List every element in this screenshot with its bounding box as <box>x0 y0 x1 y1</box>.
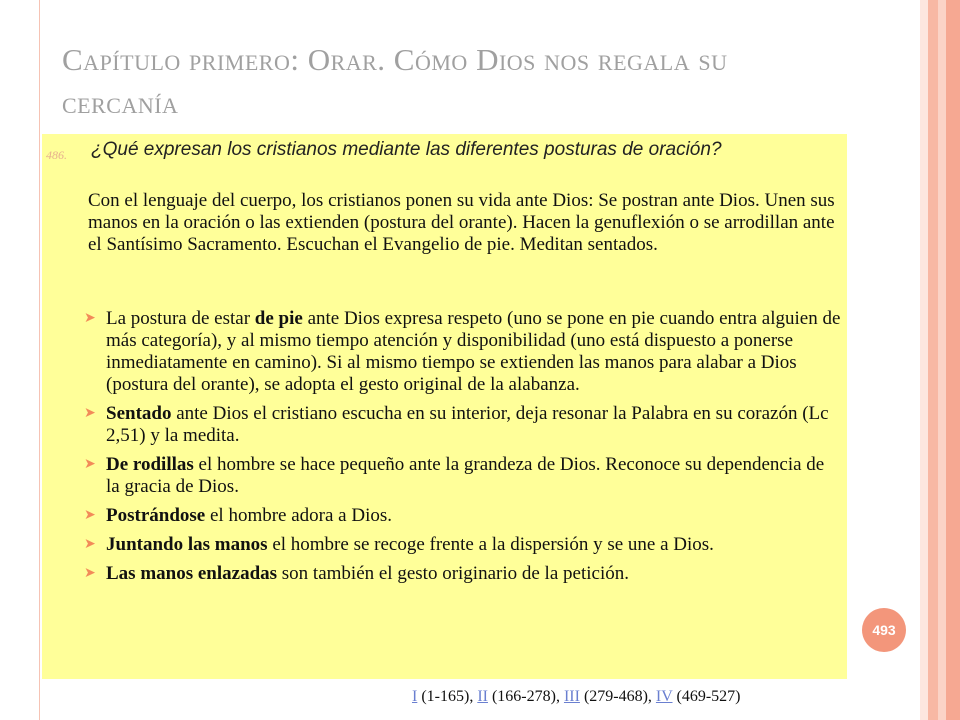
page-number-badge: 493 <box>862 608 906 652</box>
stripe <box>946 0 960 720</box>
vertical-rule <box>39 0 40 720</box>
list-item <box>84 454 842 498</box>
link-range: (1-165) <box>417 688 470 705</box>
bullet-term: Las manos enlazadas <box>106 563 278 584</box>
list-item <box>84 308 842 396</box>
bullet-text: ante Dios el cristiano escucha en su interior, deja resonar la Palabra en su corazón (Lc 2,51) y la medita. <box>106 403 829 446</box>
bullet-text: el hombre adora a Dios. <box>205 505 393 526</box>
arrow-bullet-icon: ➤ <box>84 311 96 326</box>
intro-paragraph: Con el lenguaje del cuerpo, los cristianos ponen su vida ante Dios: Se postran ante Dios. Unen sus manos en la oración o las extienden (postura del orante). Hacen la genuflexión o se arrodillan ante el Santísimo Sacramento. Escuchan el Evangelio de pie. Meditan sentados. <box>88 190 835 255</box>
link-range: (279-468) <box>579 688 648 705</box>
arrow-bullet-icon: ➤ <box>84 537 96 552</box>
list-item <box>84 505 842 527</box>
bullet-text: son también el gesto originario de la petición. <box>277 563 629 584</box>
bullet-term: Postrándose <box>106 505 206 526</box>
arrow-bullet-icon: ➤ <box>84 508 96 523</box>
link-volume-4[interactable]: IV <box>655 688 673 705</box>
bullet-term: Juntando las manos <box>106 534 268 555</box>
arrow-bullet-icon: ➤ <box>84 457 96 472</box>
bullet-list <box>84 308 842 592</box>
question-text: ¿Qué expresan los cristianos mediante las diferentes posturas de oración? <box>91 139 722 160</box>
bullet-text: ante Dios expresa respeto (uno se pone en pie cuando entra alguien de más categoría), y al mismo tiempo atención y disponibilidad (uno está dispuesto a ponerse inmediatamente en camino). Si al mismo tiempo se extienden las manos para alabar a Dios (postura del orante), se adopta el gesto original de la alabanza. <box>106 308 841 395</box>
stripe <box>920 0 928 720</box>
bullet-term: Sentado <box>106 403 172 424</box>
question-number: 486. <box>46 148 67 162</box>
bullet-pre: La postura de estar <box>106 308 255 329</box>
list-item <box>84 403 842 447</box>
link-volume-3[interactable]: III <box>563 688 580 705</box>
stripe <box>928 0 938 720</box>
list-item <box>84 534 842 556</box>
bullet-term: De rodillas <box>106 454 194 475</box>
arrow-bullet-icon: ➤ <box>84 406 96 421</box>
slide-title: Capítulo primero: Orar. Cómo Dios nos regala su cercanía <box>62 42 728 120</box>
bullet-term: de pie <box>254 308 303 329</box>
bullet-text: el hombre se recoge frente a la dispersión y se une a Dios. <box>267 534 714 555</box>
link-volume-2[interactable]: II <box>477 688 488 705</box>
decorative-stripes <box>920 0 960 720</box>
arrow-bullet-icon: ➤ <box>84 566 96 581</box>
content-panel <box>42 134 847 679</box>
volume-links: I (1-165), II (166-278), III (279-468), IV (469-527) <box>412 688 741 705</box>
list-item <box>84 563 842 585</box>
link-volume-1[interactable]: I <box>412 688 418 705</box>
stripe <box>938 0 946 720</box>
link-range: (469-527) <box>672 688 741 705</box>
bullet-text: el hombre se hace pequeño ante la grandeza de Dios. Reconoce su dependencia de la gracia de Dios. <box>106 454 825 497</box>
link-range: (166-278) <box>487 688 556 705</box>
